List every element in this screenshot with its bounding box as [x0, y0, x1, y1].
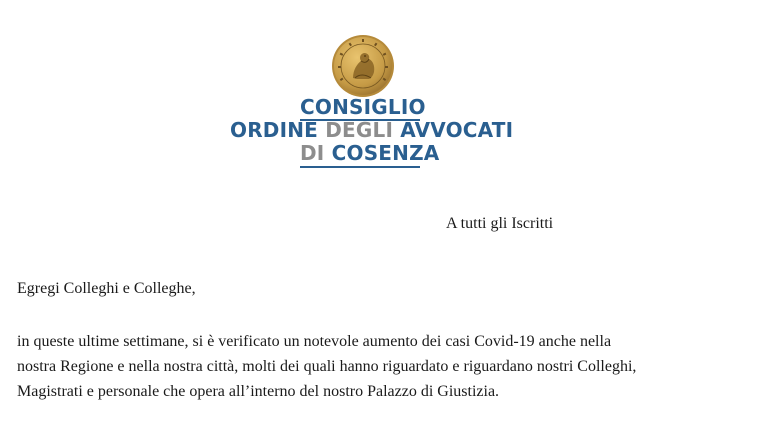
org-name-line-1: CONSIGLIO — [300, 95, 426, 119]
lawyers-order-seal-icon — [331, 34, 395, 98]
org-name-di: DI — [300, 141, 325, 165]
org-name-degli: DEGLI — [325, 118, 394, 142]
paragraph-line-3: Magistrati e personale che opera all’interno del nostro Palazzo di Giustizia. — [17, 383, 500, 400]
org-name-line-2 — [230, 119, 513, 141]
org-name-cosenza: COSENZA — [324, 141, 440, 165]
salutation: Egregi Colleghi e Colleghe, — [17, 280, 196, 297]
paragraph-line-1: in queste ultime settimane, si è verificato un notevole aumento dei casi Covid-19 anche nella — [17, 333, 612, 350]
org-name-ordine: ORDINE — [230, 118, 326, 142]
org-name-line-3 — [300, 142, 439, 164]
org-name-underline-bottom — [300, 166, 420, 168]
seal-logo — [331, 34, 395, 98]
letter-paragraph — [17, 329, 757, 404]
paragraph-line-2: nostra Regione e nella nostra città, molti dei quali hanno riguardato e riguardano nostri Colleghi, — [17, 358, 637, 375]
org-name-avvocati: AVVOCATI — [393, 118, 514, 142]
addressee: A tutti gli Iscritti — [446, 215, 554, 232]
